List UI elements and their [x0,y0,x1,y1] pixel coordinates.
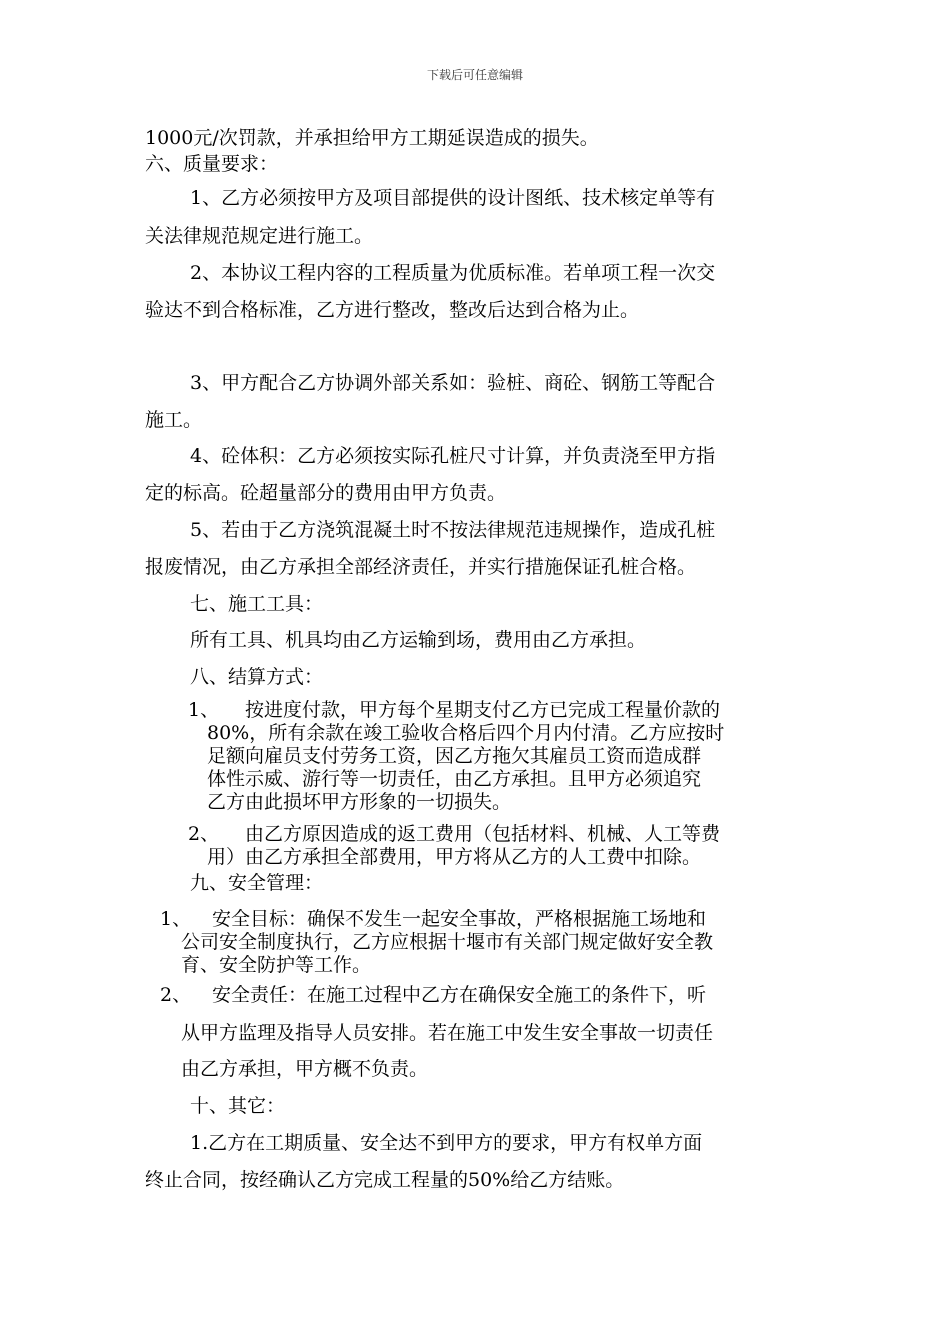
text-line: 乙方由此损坏甲方形象的一切损失。 [207,791,512,813]
text-line: 按进度付款，甲方每个星期支付乙方已完成工程量价款的 [245,699,721,721]
section-heading-tools: 七、施工工具： [190,593,324,615]
text-line: 由乙方承担，甲方概不负责。 [181,1058,429,1080]
text-line: 所有工具、机具均由乙方运输到场，费用由乙方承担。 [190,629,647,651]
text-line: 关法律规范规定进行施工。 [145,225,374,247]
text-line: 80%，所有余款在竣工验收合格后四个月内付清。乙方应按时 [207,722,725,744]
text-line: 1000元/次罚款，并承担给甲方工期延误造成的损失。 [145,127,599,149]
text-line: 育、安全防护等工作。 [181,954,372,976]
text-line: 4、砼体积：乙方必须按实际孔桩尺寸计算，并负责浇至甲方指 [190,445,716,467]
text-line: 施工。 [145,409,203,431]
text-line: 足额向雇员支付劳务工资，因乙方拖欠其雇员工资而造成群 [207,745,702,767]
text-line: 2、本协议工程内容的工程质量为优质标准。若单项工程一次交 [190,262,716,284]
text-line: 验达不到合格标准，乙方进行整改，整改后达到合格为止。 [145,299,640,321]
text-line: 由乙方原因造成的返工费用（包括材料、机械、人工等费 [245,823,721,845]
list-number: 2、 [160,984,192,1006]
text-line: 5、若由于乙方浇筑混凝土时不按法律规范违规操作，造成孔桩 [190,519,716,541]
text-line: 从甲方监理及指导人员安排。若在施工中发生安全事故一切责任 [181,1022,714,1044]
text-line: 终止合同，按经确认乙方完成工程量的50%给乙方结账。 [145,1169,625,1191]
section-heading-safety: 九、安全管理： [190,872,324,894]
page-header: 下载后可任意编辑 [426,68,523,82]
section-heading-other: 十、其它： [190,1095,286,1117]
text-line: 体性示威、游行等一切责任，由乙方承担。且甲方必须追究 [207,768,702,790]
list-number: 1、 [160,908,192,930]
text-line: 报废情况，由乙方承担全部经济责任，并实行措施保证孔桩合格。 [145,556,697,578]
text-line: 定的标高。砼超量部分的费用由甲方负责。 [145,482,507,504]
text-line: 安全责任：在施工过程中乙方在确保安全施工的条件下，听 [212,984,707,1006]
text-line: 安全目标：确保不发生一起安全事故，严格根据施工场地和 [212,908,707,930]
text-line: 用）由乙方承担全部费用，甲方将从乙方的人工费中扣除。 [207,846,702,868]
section-heading-settlement: 八、结算方式： [190,666,324,688]
list-number: 2、 [188,823,220,845]
list-number: 1、 [188,699,220,721]
text-line: 1.乙方在工期质量、安全达不到甲方的要求，甲方有权单方面 [190,1132,703,1154]
text-line: 3、甲方配合乙方协调外部关系如：验桩、商砼、钢筋工等配合 [190,372,716,394]
text-line: 1、乙方必须按甲方及项目部提供的设计图纸、技术核定单等有 [190,187,716,209]
section-heading-quality: 六、质量要求： [145,153,279,175]
text-line: 公司安全制度执行，乙方应根据十堰市有关部门规定做好安全教 [181,931,714,953]
